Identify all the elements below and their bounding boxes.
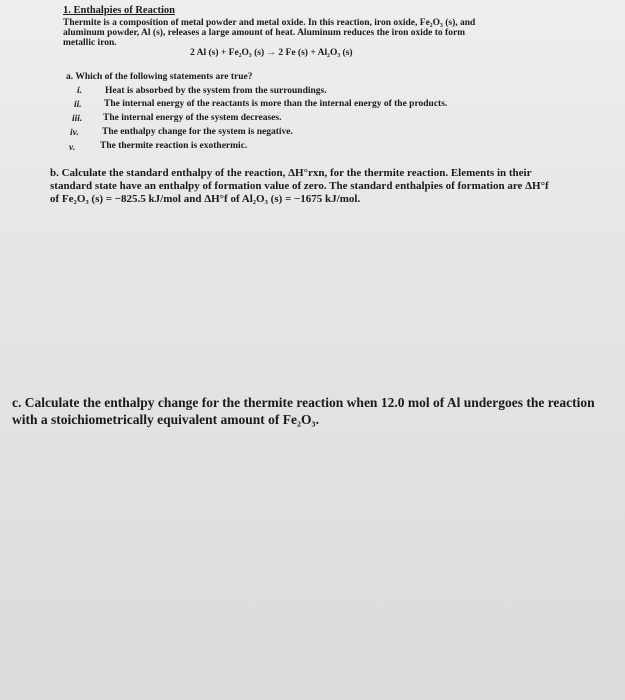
problem-title: 1. Enthalpies of Reaction <box>63 5 176 16</box>
statement-text-5: The thermite reaction is exothermic. <box>100 141 248 151</box>
intro-line-3: metallic iron. <box>63 38 117 48</box>
statement-number-4: iv. <box>70 128 79 138</box>
part-c-line-1: c. Calculate the enthalpy change for the thermite reaction when 12.0 mol of Al undergoes the reaction <box>12 395 595 410</box>
intro-line-1: Thermite is a composition of metal powder and metal oxide. In this reaction, iron oxide, Fe₂O₃ (s), and <box>63 18 476 28</box>
part-b-line-1: b. Calculate the standard enthalpy of the reaction, ΔH°rxn, for the thermite reaction. Elements in their <box>50 167 532 179</box>
part-b-line-3: of Fe₂O₃ (s) = −825.5 kJ/mol and ΔH°f of Al₂O₃ (s) = −1675 kJ/mol. <box>50 193 361 205</box>
statement-text-1: Heat is absorbed by the system from the surroundings. <box>105 86 327 96</box>
intro-line-2: aluminum powder, Al (s), releases a large amount of heat. Aluminum reduces the iron oxide to form <box>63 28 466 38</box>
statement-number-1: i. <box>77 86 83 96</box>
thermite-equation: 2 Al (s) + Fe₂O₃ (s) → 2 Fe (s) + Al₂O₃ (s) <box>190 48 353 58</box>
statement-text-3: The internal energy of the system decreases. <box>103 113 282 123</box>
statement-number-3: iii. <box>72 114 83 124</box>
part-a-question: a. Which of the following statements are true? <box>66 72 253 82</box>
statement-text-4: The enthalpy change for the system is negative. <box>102 127 293 137</box>
part-c-line-2: with a stoichiometrically equivalent amount of Fe₂O₃. <box>12 412 319 427</box>
part-b-line-2: standard state have an enthalpy of formation value of zero. The standard enthalpies of formation are ΔH°f <box>50 180 549 192</box>
statement-text-2: The internal energy of the reactants is more than the internal energy of the products. <box>104 99 448 109</box>
statement-number-2: ii. <box>74 100 82 110</box>
statement-number-5: v. <box>69 143 76 153</box>
